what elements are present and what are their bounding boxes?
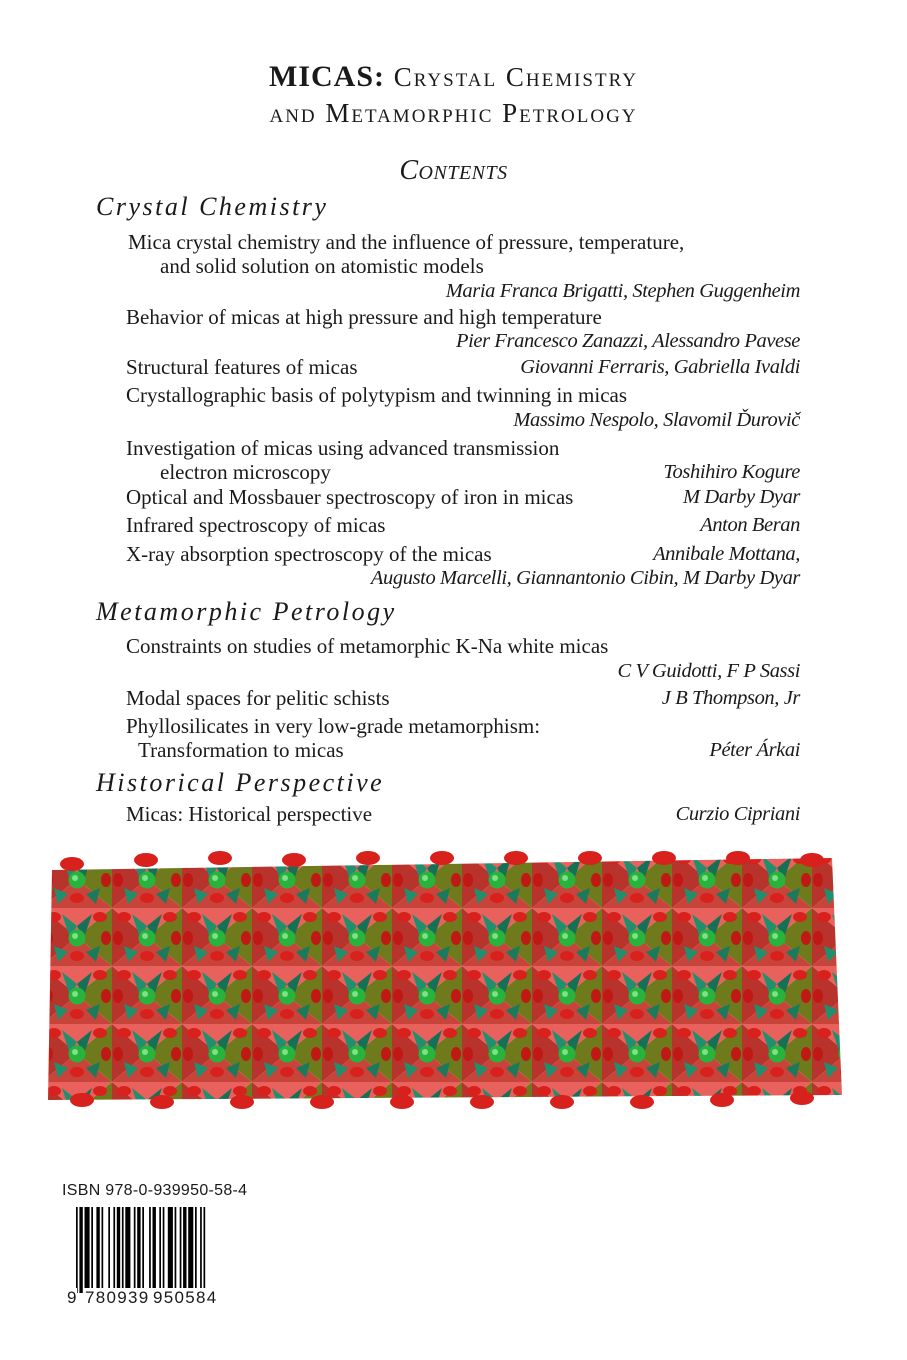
barcode-bar xyxy=(175,1207,177,1293)
barcode-bar xyxy=(142,1207,144,1293)
entry-authors: Péter Árkai xyxy=(709,739,800,761)
barcode-bar xyxy=(85,1207,90,1293)
contents-heading: Contents xyxy=(399,155,508,186)
barcode-bar xyxy=(91,1207,93,1293)
barcode-bar xyxy=(96,1207,99,1293)
entry-title: Infrared spectroscopy of micas xyxy=(126,513,386,537)
entry-authors: Toshihiro Kogure xyxy=(663,461,800,483)
entry-authors: Curzio Cipriani xyxy=(675,803,800,825)
isbn-barcode xyxy=(62,1205,222,1299)
barcode-bar xyxy=(125,1207,130,1293)
barcode-bar xyxy=(168,1207,173,1293)
barcode-bar xyxy=(134,1207,136,1293)
cover-title-line-2: and Metamorphic Petrology xyxy=(269,98,638,128)
entry-title: Optical and Mossbauer spectroscopy of iron in micas xyxy=(126,485,574,509)
barcode-digits-left: 780939 xyxy=(85,1288,150,1307)
barcode-bar xyxy=(153,1207,156,1293)
barcode-bar xyxy=(113,1207,115,1293)
entry-authors: Maria Franca Brigatti, Stephen Guggenheim xyxy=(445,280,800,302)
entry-title: Mica crystal chemistry and the influence of pressure, temperature, xyxy=(128,230,685,254)
entry-authors: M Darby Dyar xyxy=(682,486,800,508)
entry-title: Modal spaces for pelitic schists xyxy=(126,686,390,710)
barcode-bar xyxy=(117,1207,120,1293)
barcode-bar xyxy=(204,1207,206,1293)
barcode-bar xyxy=(108,1207,110,1293)
entry-authors: Giovanni Ferraris, Gabriella Ivaldi xyxy=(520,356,800,378)
section-heading-crystal-chemistry: Crystal Chemistry xyxy=(96,192,329,221)
cover-title-line-1: MICAS: Crystal Chemistry xyxy=(269,60,638,93)
entry-title: Phyllosilicates in very low-grade metamorphism: xyxy=(126,714,541,738)
barcode-bar xyxy=(76,1207,78,1293)
section-heading-metamorphic-petrology: Metamorphic Petrology xyxy=(96,597,397,626)
barcode-bar xyxy=(195,1207,197,1293)
entry-authors-cont: Augusto Marcelli, Giannantonio Cibin, M Darby Dyar xyxy=(370,567,800,589)
barcode-bar xyxy=(122,1207,124,1293)
entry-title-cont: electron microscopy xyxy=(160,460,331,484)
barcode-bar xyxy=(159,1207,161,1293)
entry-title: Micas: Historical perspective xyxy=(126,802,373,826)
entry-title: Investigation of micas using advanced transmission xyxy=(126,436,560,460)
barcode-bar xyxy=(102,1207,104,1293)
entry-authors: Anton Beran xyxy=(700,514,800,536)
section-heading-historical-perspective: Historical Perspective xyxy=(96,768,385,797)
barcode-bar xyxy=(183,1207,186,1293)
entry-title: Constraints on studies of metamorphic K-Na white micas xyxy=(126,634,609,658)
entry-authors: C V Guidotti, F P Sassi xyxy=(617,660,800,682)
barcode-bar xyxy=(137,1207,140,1293)
barcode-bar xyxy=(79,1207,82,1293)
entry-title: X-ray absorption spectroscopy of the micas xyxy=(126,542,492,566)
barcode-bar xyxy=(188,1207,193,1293)
mica-crystal-structure-illustration xyxy=(42,850,852,1115)
barcode-bar xyxy=(200,1207,202,1293)
entry-title: Structural features of micas xyxy=(126,355,358,379)
entry-title-cont: Transformation to micas xyxy=(138,738,344,762)
barcode-bar xyxy=(180,1207,182,1293)
entry-title: Behavior of micas at high pressure and high temperature xyxy=(126,305,602,329)
entry-title-cont: and solid solution on atomistic models xyxy=(160,254,484,278)
barcode-digits-right: 950584 xyxy=(153,1288,218,1307)
entry-authors: Pier Francesco Zanazzi, Alessandro Pavese xyxy=(455,330,800,352)
barcode-digit-first: 9 xyxy=(67,1288,77,1307)
entry-authors: Annibale Mottana, xyxy=(653,543,800,565)
entry-title: Crystallographic basis of polytypism and twinning in micas xyxy=(126,383,628,407)
barcode-bar xyxy=(163,1207,165,1293)
isbn-text: ISBN 978-0-939950-58-4 xyxy=(62,1182,248,1199)
entry-authors: J B Thompson, Jr xyxy=(661,687,800,709)
entry-authors: Massimo Nespolo, Slavomil Ďurovič xyxy=(513,409,800,431)
barcode-bar xyxy=(149,1207,151,1293)
